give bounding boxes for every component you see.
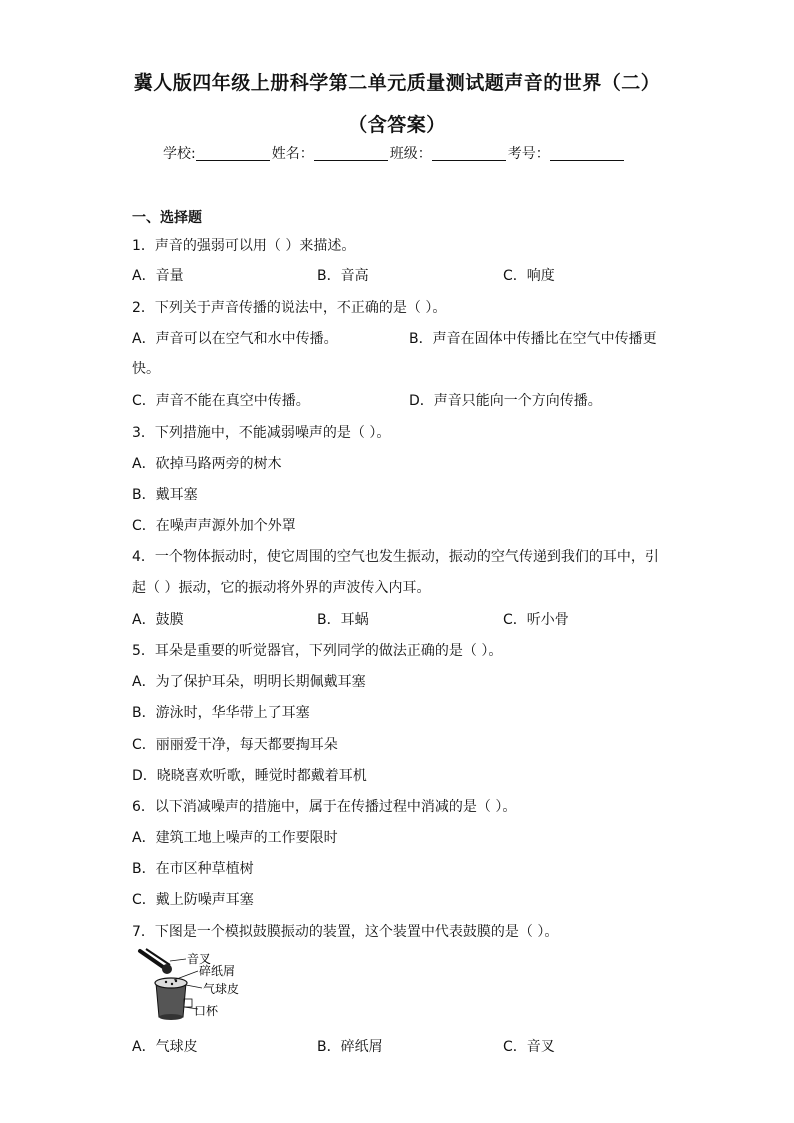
q4-stem-line2: 起（ ）振动，它的振动将外界的声波传入内耳。 (132, 580, 431, 596)
q7-stem: 7．下图是一个模拟鼓膜振动的装置，这个装置中代表鼓膜的是（ ）。 (132, 924, 559, 940)
q3-option-a: A．砍掉马路两旁的树木 (132, 456, 282, 472)
q6-option-a: A．建筑工地上噪声的工作要限时 (132, 830, 338, 846)
section-title: 一、选择题 (132, 210, 202, 226)
label-cup: 口杯 (194, 1004, 219, 1018)
q2-option-d: D．声音只能向一个方向传播。 (409, 393, 602, 409)
q5-stem: 5．耳朵是重要的听觉器官，下列同学的做法正确的是（ ）。 (132, 643, 503, 659)
class-label: 班级： (389, 146, 432, 162)
label-tuning-fork: 音叉 (187, 952, 212, 966)
q2-stem: 2．下列关于声音传播的说法中，不正确的是（ ）。 (132, 300, 447, 316)
q5-option-c: C．丽丽爱干净，每天都要掏耳朵 (132, 737, 338, 753)
label-paper-bits: 碎纸屑 (199, 964, 236, 978)
q7-option-c: C．音叉 (503, 1039, 555, 1055)
q7-option-b: B．碎纸屑 (317, 1039, 383, 1055)
tuning-fork-drawing (140, 949, 172, 974)
name-blank[interactable] (314, 146, 388, 161)
name-label: 姓名： (271, 146, 314, 162)
page-subtitle: （含答案） (348, 114, 446, 136)
school-label: 学校: (163, 146, 196, 162)
q3-stem: 3．下列措施中，不能减弱噪声的是（ ）。 (132, 425, 391, 441)
q6-stem: 6．以下消减噪声的措施中，属于在传播过程中消减的是（ ）。 (132, 799, 517, 815)
exam-no-label: 考号： (507, 146, 550, 162)
q1-stem: 1．声音的强弱可以用（ ）来描述。 (132, 238, 356, 254)
label-balloon-skin: 气球皮 (203, 982, 240, 996)
q4-option-a: A．鼓膜 (132, 612, 184, 628)
q5-option-d: D．晓晓喜欢听歌，睡觉时都戴着耳机 (132, 768, 367, 784)
student-info-row (163, 143, 626, 163)
eardrum-model-figure (136, 947, 266, 1025)
page-title: 冀人版四年级上册科学第二单元质量测试题声音的世界（二） (133, 72, 661, 94)
q3-option-b: B．戴耳塞 (132, 487, 198, 503)
q5-option-b: B．游泳时，华华带上了耳塞 (132, 705, 310, 721)
class-blank[interactable] (432, 146, 506, 161)
q1-option-c: C．响度 (503, 268, 555, 284)
q6-option-c: C．戴上防噪声耳塞 (132, 892, 254, 908)
q4-option-b: B．耳蜗 (317, 612, 369, 628)
school-blank[interactable] (196, 146, 270, 161)
q2-option-b: B．声音在固体中传播比在空气中传播更 (409, 331, 657, 347)
q5-option-a: A．为了保护耳朵，明明长期佩戴耳塞 (132, 674, 366, 690)
q2-option-b-cont: 快。 (132, 361, 160, 377)
q1-option-b: B．音高 (317, 268, 369, 284)
q4-option-c: C．听小骨 (503, 612, 569, 628)
q7-option-a: A．气球皮 (132, 1039, 198, 1055)
q2-option-c: C．声音不能在真空中传播。 (132, 393, 310, 409)
q6-option-b: B．在市区种草植树 (132, 861, 254, 877)
cup-drawing (155, 978, 187, 1020)
q2-option-a: A．声音可以在空气和水中传播。 (132, 331, 338, 347)
q1-option-a: A．音量 (132, 268, 184, 284)
q3-option-c: C．在噪声声源外加个外罩 (132, 518, 296, 534)
q4-stem-line1: 4．一个物体振动时，使它周围的空气也发生振动，振动的空气传递到我们的耳中，引 (132, 549, 659, 565)
exam-no-blank[interactable] (550, 146, 624, 161)
